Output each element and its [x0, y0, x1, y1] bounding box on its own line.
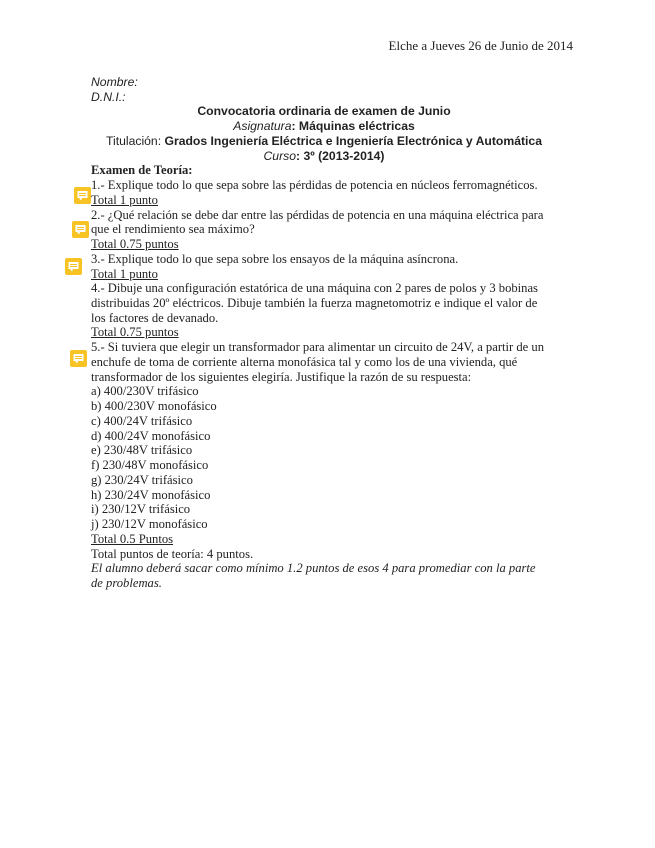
option-i: i) 230/12V trifásico	[91, 502, 191, 517]
note-text: de problemas.	[91, 575, 162, 590]
question-text: los factores de devanado.	[91, 310, 219, 325]
exam-title: Convocatoria ordinaria de examen de Junio	[197, 104, 451, 119]
subject-line	[91, 119, 557, 134]
option-a: a) 400/230V trifásico	[91, 384, 199, 399]
question-total: Total 0.75 puntos	[91, 237, 179, 252]
option-c: c) 400/24V trifásico	[91, 413, 193, 428]
question-text: 3.- Explique todo lo que sepa sobre los ensayos de la máquina asíncrona.	[91, 251, 459, 266]
dni-label: D.N.I.:	[91, 89, 126, 104]
question-text: distribuidas 20º eléctricos. Dibuje también la fuerza magnetomotriz e indique el valor de	[91, 296, 538, 311]
option-g: g) 230/24V trifásico	[91, 472, 193, 487]
option-d: d) 400/24V monofásico	[91, 428, 211, 443]
question-text: 4.- Dibuje una configuración estatórica de una máquina con 2 pares de polos y 3 bobinas	[91, 281, 538, 296]
question-1	[91, 178, 571, 207]
question-text: enchufe de toma de corriente alterna monofásica tal y como los de una vivienda, qué	[91, 354, 518, 369]
comment-icon[interactable]	[72, 221, 89, 238]
question-5	[91, 340, 571, 546]
subject-label: Asignatura	[233, 119, 292, 134]
question-text: 1.- Explique todo lo que sepa sobre las pérdidas de potencia en núcleos ferromagnéticos.	[91, 178, 538, 193]
option-h: h) 230/24V monofásico	[91, 487, 211, 502]
question-text: 5.- Si tuviera que elegir un transformador para alimentar un circuito de 24V, a partir de un	[91, 340, 544, 355]
summary-total: Total puntos de teoría: 4 puntos.	[91, 546, 254, 561]
comment-icon[interactable]	[70, 350, 87, 367]
degree-value: Grados Ingeniería Eléctrica e Ingeniería Electrónica y Automática	[164, 133, 542, 148]
subject-value: : Máquinas eléctricas	[291, 119, 415, 134]
degree-label: Titulación:	[106, 133, 165, 148]
question-total: Total 0.5 Puntos	[91, 531, 174, 546]
question-total: Total 1 punto	[91, 192, 158, 207]
degree-line	[91, 134, 557, 149]
option-e: e) 230/48V trifásico	[91, 443, 193, 458]
option-j: j) 230/12V monofásico	[91, 517, 208, 532]
question-text: 2.- ¿Qué relación se debe dar entre las pérdidas de potencia en una máquina eléctrica para	[91, 207, 544, 222]
name-label: Nombre:	[91, 75, 138, 89]
question-total: Total 1 punto	[91, 266, 158, 281]
course-line	[91, 149, 557, 164]
date-line: Elche a Jueves 26 de Junio de 2014	[388, 38, 573, 53]
section-title: Examen de Teoría:	[91, 163, 193, 178]
question-total: Total 0.75 puntos	[91, 325, 179, 340]
comment-icon[interactable]	[74, 187, 91, 204]
option-f: f) 230/48V monofásico	[91, 458, 209, 473]
comment-icon[interactable]	[65, 258, 82, 275]
option-b: b) 400/230V monofásico	[91, 399, 217, 414]
course-value: : 3º (2013-2014)	[296, 148, 385, 163]
course-label: Curso	[263, 148, 297, 163]
question-4	[91, 281, 571, 340]
question-text: que el rendimiento sea máximo?	[91, 222, 255, 237]
question-text: transformador de los siguientes elegiría. Justifique la razón de su respuesta:	[91, 369, 472, 384]
question-2	[91, 208, 571, 252]
question-3	[91, 252, 571, 281]
note-text: El alumno deberá sacar como mínimo 1.2 puntos de esos 4 para promediar con la parte	[91, 561, 536, 576]
